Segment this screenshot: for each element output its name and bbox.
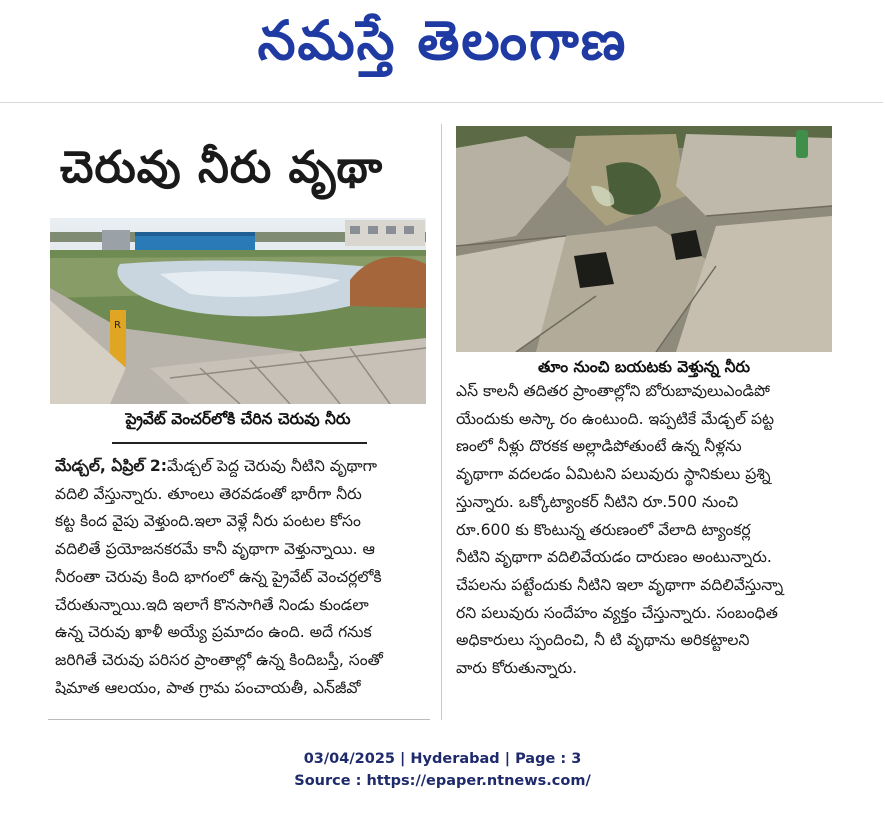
body-line: రూ.600 కు కొంటున్న తరుణంలో వేలాది ట్యాంకర్ల: [456, 520, 751, 539]
body-line: మేడ్చల్, ఏప్రిల్ 2:మేడ్చల్ పెద్ద చెరువు నీటిని వృథాగా: [55, 457, 378, 475]
body-line: నీటిని వృథాగా వదిలివేయడం దారుణం అంటున్నారు.: [456, 548, 772, 567]
dateline: మేడ్చల్, ఏప్రిల్ 2:: [55, 457, 167, 475]
article-body-left: [55, 453, 425, 702]
newspaper-logo: నమస్తే తెలంగాణ: [257, 9, 628, 72]
body-line: షిమాత ఆలయం, పాత గ్రామ పంచాయతీ, ఎన్‌జీవో: [55, 678, 361, 697]
body-line: నీరంతా చెరువు కింది భాగంలో ఉన్న ప్రైవేట్ వెంచర్లలోకి: [55, 567, 382, 586]
body-line: చేపలను పట్టేందుకు నీటిని ఇలా వృథాగా వదిలివేస్తున్నా: [456, 575, 784, 594]
body-line: వారు కోరుతున్నారు.: [456, 659, 578, 678]
article-headline: చెరువు నీరు వృథా: [60, 142, 384, 193]
photo-sluice-outflow: [456, 126, 832, 352]
svg-text:R: R: [114, 320, 121, 331]
body-line: జరిగితే చెరువు పరిసర ప్రాంతాల్లో ఉన్న కిందిబస్తీ, సంతో: [55, 650, 383, 669]
body-line: కట్ట కింద వైపు వెళ్తుంది.ఇలా వెళ్లే నీరు పంటల కోసం: [55, 512, 361, 531]
body-line: యేందుకు అస్కా రం ఉంటుంది. ఇప్పటికే మేడ్చల్ పట్ట: [456, 409, 775, 428]
body-line: అధికారులు స్పందించి, నీ టి వృథాను అరికట్టాలని: [456, 631, 750, 650]
body-line: వదిలి వేస్తున్నారు. తూంలు తెరవడంతో భారీగా నీరు: [55, 484, 362, 503]
body-line: వృథాగా వదలడం ఏమిటని పలువురు స్థానికులు ప్రశ్ని: [456, 465, 771, 484]
edition-info: 03/04/2025 | Hyderabad | Page : 3: [303, 751, 582, 767]
photo-left-caption: ప్రైవేట్ వెంచర్‌లోకి చేరిన చెరువు నీరు: [125, 410, 351, 428]
page-footer: [0, 748, 885, 792]
body-line: స్తున్నారు. ఒక్కోట్యాంకర్ నీటిని రూ.500 నుంచి: [456, 492, 739, 511]
photo-right-caption: తూం నుంచి బయటకు వెళ్తున్న నీరు: [537, 358, 751, 376]
body-line: ఉన్న చెరువు ఖాళీ అయ్యే ప్రమాదం ఉంది. అదే గనుక: [55, 623, 372, 642]
source-link[interactable]: Source : https://epaper.ntnews.com/: [294, 773, 591, 789]
column-divider: [441, 124, 442, 720]
body-line: చేరుతున్నాయి.ఇది ఇలాగే కొనసాగితే నిండు కుండలా: [55, 595, 369, 614]
masthead: [0, 2, 885, 80]
body-line: ఎస్ కాలనీ తదితర ప్రాంతాల్లోని బోరుబావులుఎండిపో: [456, 382, 770, 400]
body-line: ణంలో నీళ్లు దొరకక అల్లాడిపోతుంటే ఉన్న నీళ్లను: [456, 437, 742, 456]
body-line: రని పలువురు సందేహం వ్యక్తం చేస్తున్నారు. సంబంధిత: [456, 603, 778, 622]
body-line: వదిలితే ప్రయోజనకరమే కానీ వృథాగా వెళ్తున్నాయి. ఆ: [55, 540, 375, 559]
column-end-rule: [48, 719, 430, 720]
photo-flooded-venture: [50, 218, 426, 404]
article-body-right: [456, 378, 834, 683]
caption-divider: [112, 442, 367, 444]
